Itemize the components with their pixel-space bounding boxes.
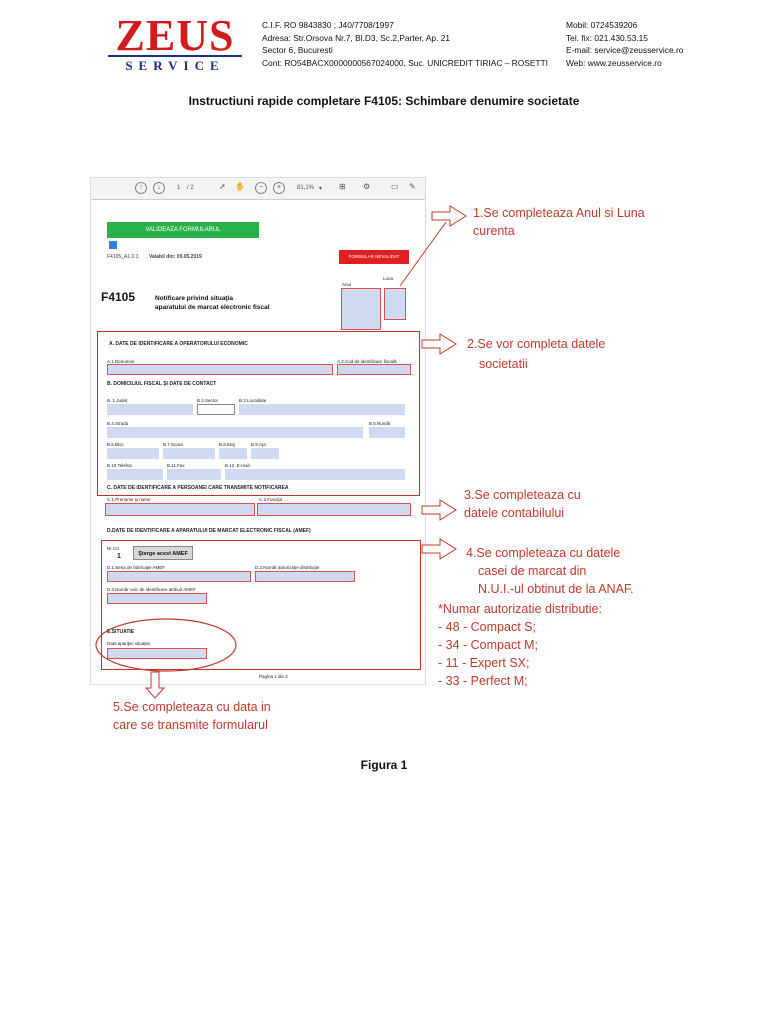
page-number[interactable]: 1	[177, 185, 181, 191]
company-mobile: Mobil: 0724539206	[566, 20, 638, 30]
zoom-dropdown-icon[interactable]: ▾	[319, 186, 323, 192]
arrow-icon-3	[422, 500, 456, 520]
section-c-title: C. DATE DE IDENTIFICARE A PERSOANEI CARE TRANSMITE NOTIFICAREA	[107, 485, 289, 491]
b11-label: B.11.Fax	[167, 463, 185, 468]
annotation-4-line3: N.U.I.-ul obtinut de la ANAF.	[478, 582, 634, 596]
a1-label: A.1.Denumire	[107, 359, 135, 364]
b5-label: B.5.Număr	[369, 421, 391, 426]
document-title: Instructiuni rapide completare F4105: Schimbare denumire societate	[188, 94, 580, 108]
annotation-2	[467, 334, 605, 374]
b2-label: B.2.Sector	[197, 398, 219, 403]
company-web: Web: www.zeusservice.ro	[566, 57, 662, 68]
b8-label: B.8.Etaj	[219, 442, 235, 447]
d3-label: D.3.Număr unic de identificare atribuit AMEF	[107, 587, 196, 592]
list-item: - 33 - Perfect M;	[438, 674, 528, 688]
page-down-icon[interactable]: ↓	[153, 182, 165, 194]
zoom-in-icon[interactable]: +	[273, 182, 285, 194]
b9-label: B.9.Apt.	[251, 442, 268, 447]
company-sector: Sector 6, Bucuresti	[262, 45, 333, 56]
company-account: Cont: RO54BACX0000000567024000, Suc. UNICREDIT TIRIAC – ROSETTI	[262, 57, 548, 68]
anul-label: Anul	[342, 282, 352, 287]
c1-label: C.1.Prenume şi nume	[107, 497, 151, 502]
form-code: F4105	[101, 290, 136, 304]
delete-amef-button[interactable]: Şterge acest AMEF	[133, 546, 193, 560]
b12-label: B.12. E-mail	[225, 463, 250, 468]
b10-label: B.10.Telefon	[107, 463, 133, 468]
annotation-5-line1: 5.Se completeaza cu data in	[113, 700, 271, 714]
distribution-auth-list	[438, 600, 602, 690]
section-a-title: A. DATE DE IDENTIFICARE A OPERATORULUI ECONOMIC	[109, 341, 248, 347]
annotation-3	[464, 486, 581, 522]
arrow-icon-1	[432, 206, 466, 226]
form-version: F4105_A1.0.3	[107, 254, 139, 260]
section-b-title: B. DOMICILIUL FISCAL ŞI DATE DE CONTACT	[107, 381, 217, 387]
nr-crt-label: Nr.Crt.	[107, 546, 120, 551]
list-item: - 48 - Compact S;	[438, 620, 536, 634]
annotation-2-line2: societatii	[479, 357, 528, 371]
annotation-1	[473, 204, 645, 240]
form-heading-line2: aparatului de marcat electronic fiscal	[155, 304, 270, 311]
page-count: / 2	[187, 185, 194, 191]
b6-label: B.6.Bloc	[107, 442, 124, 447]
annotation-4-line2: casei de marcat din	[478, 564, 587, 578]
annotation-4-line1: 4.Se completeaza cu datele	[466, 546, 621, 560]
luna-label: Luna	[383, 276, 394, 281]
annotation-1-line2: curenta	[473, 224, 515, 238]
section-d-title: D.DATE DE IDENTIFICARE A APARATULUI DE MARCAT ELECTRONIC FISCAL (AMEF)	[107, 528, 311, 534]
page-up-icon[interactable]: ↑	[135, 182, 147, 194]
new-form-button[interactable]: FORMULAR NEVALIDAT	[339, 250, 409, 264]
comment-icon[interactable]: ▭	[391, 182, 399, 191]
nr-crt-value: 1	[117, 553, 121, 560]
company-logo: ZEUS	[115, 11, 235, 60]
company-logo-subtitle: SERVICE	[108, 55, 242, 74]
b7-label: B.7.Scara	[163, 442, 183, 447]
sign-icon[interactable]: ✎	[409, 182, 416, 191]
zoom-level[interactable]: 81,1%	[297, 185, 315, 191]
select-cursor-icon[interactable]: ➚	[219, 182, 226, 191]
annotation-5-line2: care se transmite formularul	[113, 718, 268, 732]
list-item: - 11 - Expert SX;	[438, 656, 530, 670]
arrow-icon-4	[422, 539, 456, 559]
c2-label: C.2.Funcţia	[259, 497, 283, 502]
company-phone: Tel. fix: 021.430.53.15	[566, 32, 648, 43]
annotation-3-line2: datele contabilului	[464, 506, 565, 520]
b1-label: B. 1.Judeţ	[107, 398, 128, 403]
figure-caption: Figura 1	[360, 758, 408, 772]
list-item: - 34 - Compact M;	[438, 638, 539, 652]
page-footer: Pagina 1 din 2	[259, 674, 288, 679]
form-heading-line1: Notificare privind situaţia	[155, 295, 234, 302]
annotation-1-line1: 1.Se completeaza Anul si Luna	[473, 206, 645, 220]
company-address: Adresa: Str.Orsova Nr.7, Bl.D3, Sc.2,Parter, Ap. 21	[262, 32, 451, 43]
d2-label: D.2.Număr autorizaţie distribuţie	[255, 565, 320, 570]
a2-label: A.2.Cod de identificare fiscală	[337, 359, 397, 364]
arrow-icon-5	[146, 672, 164, 698]
section-e-title: E.SITUATIE	[107, 629, 135, 635]
e-date-label: Data apariţiei situaţiei	[107, 641, 151, 646]
zoom-out-icon[interactable]: −	[255, 182, 267, 194]
valid-from: Valabil din: 09.05.2019	[149, 254, 202, 260]
b3-label: B.3.Localitate	[239, 398, 267, 403]
annotation-4	[466, 544, 634, 598]
b4-label: B.4.Strada	[107, 421, 129, 426]
d1-label: D.1.Seria de fabricaţie AMEF	[107, 565, 166, 570]
annotation-3-line1: 3.Se completeaza cu	[464, 488, 581, 502]
validate-form-button[interactable]: VALIDEAZA FORMULARUL	[107, 222, 259, 238]
distribution-auth-heading: *Numar autorizatie distributie:	[438, 602, 602, 616]
company-cif: C.I.F. RO 9843830 ; J40/7708/1997	[262, 20, 394, 30]
company-email: E-mail: service@zeusservice.ro	[566, 45, 684, 56]
pointer-line-1	[400, 222, 446, 286]
annotation-2-line1: 2.Se vor completa datele	[467, 337, 606, 351]
hand-tool-icon[interactable]: ✋	[235, 182, 245, 191]
tools-icon[interactable]: ⚙	[363, 182, 371, 191]
arrow-icon-2	[422, 334, 456, 354]
annotation-5	[113, 698, 271, 734]
fit-page-icon[interactable]: ⊞	[339, 182, 346, 191]
situation-highlight-ellipse	[96, 619, 236, 671]
